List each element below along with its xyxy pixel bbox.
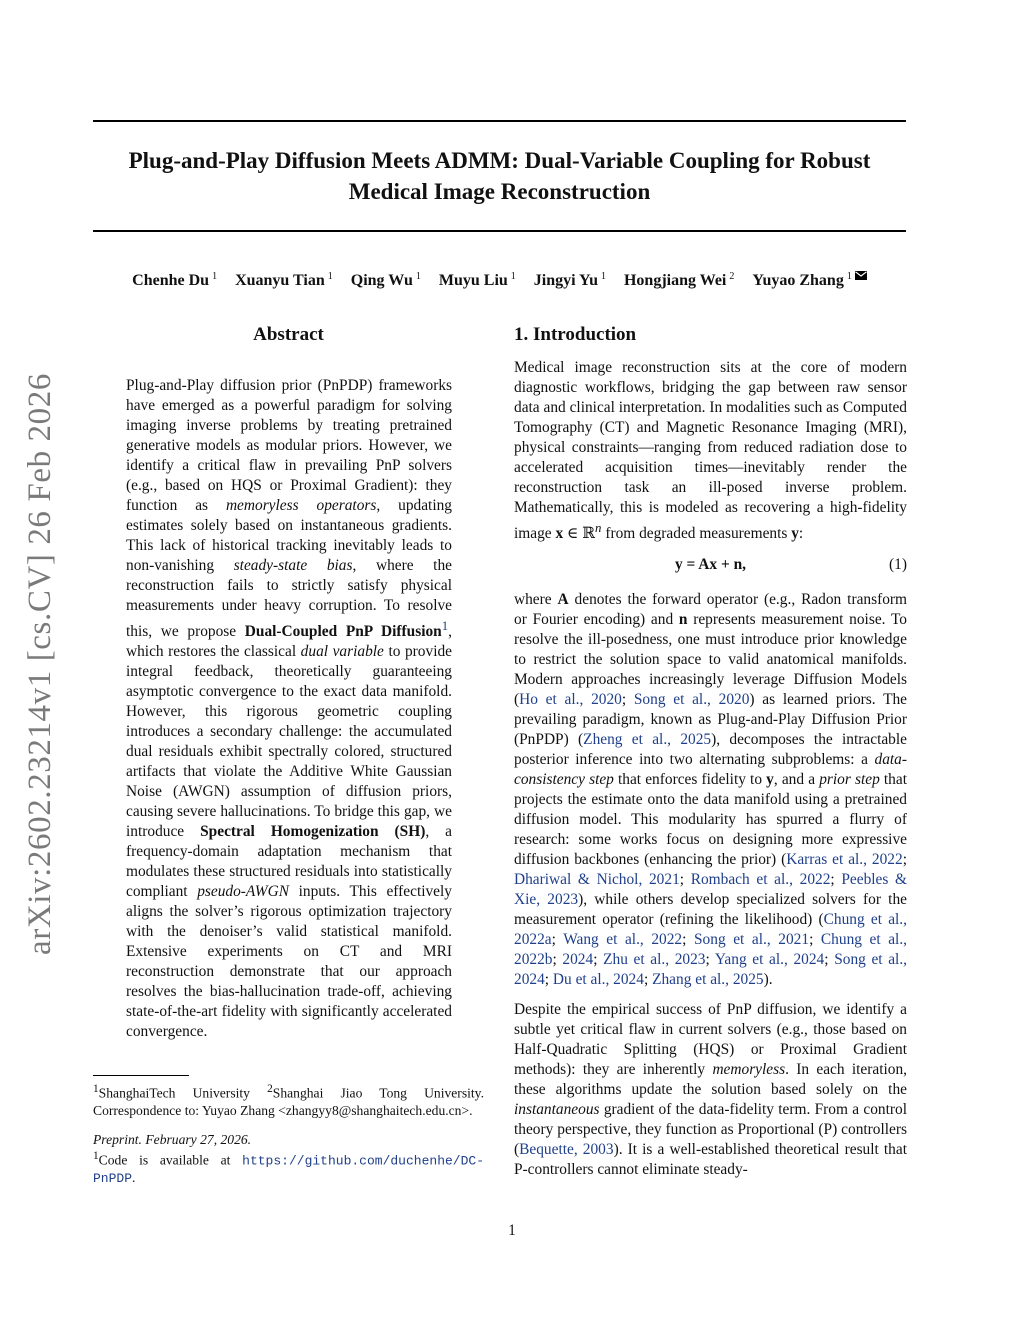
citation-link[interactable]: Karras et al., 2022: [786, 851, 903, 869]
author: Jingyi Yu $^1$: [533, 270, 606, 289]
citation-link[interactable]: Wang et al., 2022: [563, 931, 683, 949]
citation-link[interactable]: Song et al., 2021: [694, 931, 810, 949]
citation-link[interactable]: Ho et al., 2020: [519, 691, 622, 709]
footnote-marker[interactable]: 1: [441, 619, 449, 633]
page-number: 1: [508, 1222, 516, 1239]
author-corresponding: Yuyao Zhang $^1$: [752, 272, 866, 289]
preprint-note: Preprint. February 27, 2026.: [93, 1131, 252, 1147]
abstract-paragraph: Plug-and-Play diffusion prior (PnPDP) frameworks have emerged as a powerful paradigm for solving imaging inverse problems by treating pretrained generative models as modular priors. However, we identify a critical flaw in prevailing PnP solvers (e.g., based on HQS or Proximal Gradient): they function as memoryless operators, updating estimates solely based on instantaneous gradients. This lack of historical tracking inevitably leads to non-vanishing steady-state bias, where the reconstruction fails to strictly satisfy physical measurements under heavy corruption. To resolve this, we propose Dual-Coupled PnP Diffusion$^1$, which restores the classical dual variable to provide integral feedback, theoretically guaranteeing asymptotic convergence to the exact data manifold. However, this rigorous geometric coupling introduces a secondary challenge: the accumulated dual residuals exhibit spectrally colored, structured artifacts that violate the Additive White Gaussian Noise (AWGN) assumption of diffusion priors, causing severe hallucinations. To bridge this gap, we introduce Spectral Homogenization (SH), a frequency-domain adaptation mechanism that modulates these structured residuals into statistically compliant pseudo-AWGN inputs. This effectively aligns the solver’s rigorous optimization trajectory with the denoiser’s valid statistical manifold. Extensive experiments on CT and MRI reconstruction demonstrate that our approach resolves the bias-hallucination trade-off, achieving state-of-the-art fidelity with significantly accelerated convergence.: [126, 377, 453, 1041]
code-link[interactable]: https://github.com/duchenhe/DC-PnPDP: [93, 1153, 484, 1187]
citation-link[interactable]: Du et al., 2024: [552, 971, 644, 989]
paper-title: Plug-and-Play Diffusion Meets ADMM: Dual-Variable Coupling for Robust Medical Image Reconstruction: [128, 148, 871, 204]
citation-link[interactable]: Song et al., 2020: [633, 691, 750, 709]
title-bottom-rule: [93, 230, 906, 232]
author-list: [93, 266, 906, 291]
citation-link[interactable]: Yang et al., 2024: [714, 951, 825, 969]
equation-1: [514, 552, 907, 578]
citation-link[interactable]: Chung et al., 2022b: [514, 931, 908, 969]
author: Hongjiang Wei $^2$: [623, 270, 735, 289]
citation-link[interactable]: Chung et al., 2022a: [514, 911, 907, 949]
envelope-icon: [855, 266, 867, 286]
intro-paragraph: Despite the empirical success of PnP diffusion, we identify a subtle yet critical flaw in current solvers (e.g., those based on Half-Quadratic Splitting (HQS) or Proximal Gradient methods): they are inherently memoryless. In each iteration, these algorithms update the solution based solely on the instantaneous gradient of the data-fidelity term. From a control theory perspective, they function as Proportional (P) controllers (Bequette, 2003). It is a well-established theoretical result that P-controllers cannot eliminate steady-: [514, 1001, 907, 1179]
author: Chenhe Du $^1$: [132, 270, 218, 289]
intro-paragraph: where A denotes the forward operator (e.g., Radon transform or Fourier encoding) and n represents measurement noise. To resolve the ill-posedness, one must introduce prior knowledge to restrict the solution space to valid anatomical manifolds. Modern approaches increasingly leverage Diffusion Models (Ho et al., 2020; Song et al., 2020) as learned priors. The prevailing paradigm, known as Plug-and-Play Diffusion Prior (PnPDP) (Zheng et al., 2025), decomposes the intractable posterior inference into two alternating subproblems: a data-consistency step that enforces fidelity to y, and a prior step that projects the estimate onto the data manifold using a pretrained diffusion model. This modularity has spurred a flurry of research: some works focus on designing more expressive diffusion backbones (enhancing the prior) (Karras et al., 2022; Dhariwal & Nichol, 2021; Rombach et al., 2022; Peebles & Xie, 2023), while others develop specialized solvers for the measurement operator (refining the likelihood) (Chung et al., 2022a; Wang et al., 2022; Song et al., 2021; Chung et al., 2022b; 2024; Zhu et al., 2023; Yang et al., 2024; Song et al., 2024; Du et al., 2024; Zhang et al., 2025).: [514, 591, 908, 989]
abstract-body: [126, 376, 452, 1042]
citation-link[interactable]: Rombach et al., 2022: [690, 871, 831, 889]
title-top-rule: [93, 120, 906, 122]
equation-body: y = Ax + n,: [675, 556, 746, 574]
arxiv-identifier: arXiv:2602.23214v1 [cs.CV] 26 Feb 2026: [22, 373, 58, 955]
author: Qing Wu $^1$: [350, 270, 421, 289]
citation-link[interactable]: 2024: [562, 951, 594, 969]
footnote-rule: [93, 1075, 189, 1076]
citation-link[interactable]: Dhariwal & Nichol, 2021: [514, 871, 680, 889]
citation-link[interactable]: Zheng et al., 2025: [583, 731, 712, 749]
equation-number: (1): [889, 556, 907, 574]
code-footnote: $^1$Code is available at https://github.com/duchenhe/DC-PnPDP.: [93, 1149, 484, 1187]
citation-link[interactable]: Zhu et al., 2023: [603, 951, 706, 969]
abstract-heading: Abstract: [253, 324, 324, 345]
citation-link[interactable]: Bequette, 2003: [519, 1141, 614, 1159]
intro-paragraph: Medical image reconstruction sits at the core of modern diagnostic workflows, bridging the gap between raw sensor data and clinical interpretation. In modalities such as Computed Tomography (CT) and Magnetic Resonance Imaging (MRI), physical constraints—ranging from reduced radiation dose to accelerated acquisition times—inevitably render the reconstruction task an ill-posed inverse problem. Mathematically, this is modeled as recovering a high-fidelity image x ∈ ℝ$^n$ from degraded measurements y:: [514, 359, 907, 543]
introduction-body: [514, 358, 907, 1180]
affiliation-footnote: $^1$ShanghaiTech University $^2$Shanghai Jiao Tong University. Correspondence to: Yuyao Zhang <zhangyy8@shanghaitech.edu.cn>.: [93, 1083, 484, 1118]
author: Muyu Liu $^1$: [438, 270, 516, 289]
citation-link[interactable]: Zhang et al., 2025: [652, 971, 764, 989]
citation-link[interactable]: Peebles & Xie, 2023: [514, 871, 908, 909]
footnotes: [93, 1081, 484, 1187]
author: Xuanyu Tian $^1$: [235, 270, 333, 289]
section-heading-introduction: 1. Introduction: [514, 324, 637, 345]
citation-link[interactable]: Song et al., 2024: [514, 951, 908, 989]
